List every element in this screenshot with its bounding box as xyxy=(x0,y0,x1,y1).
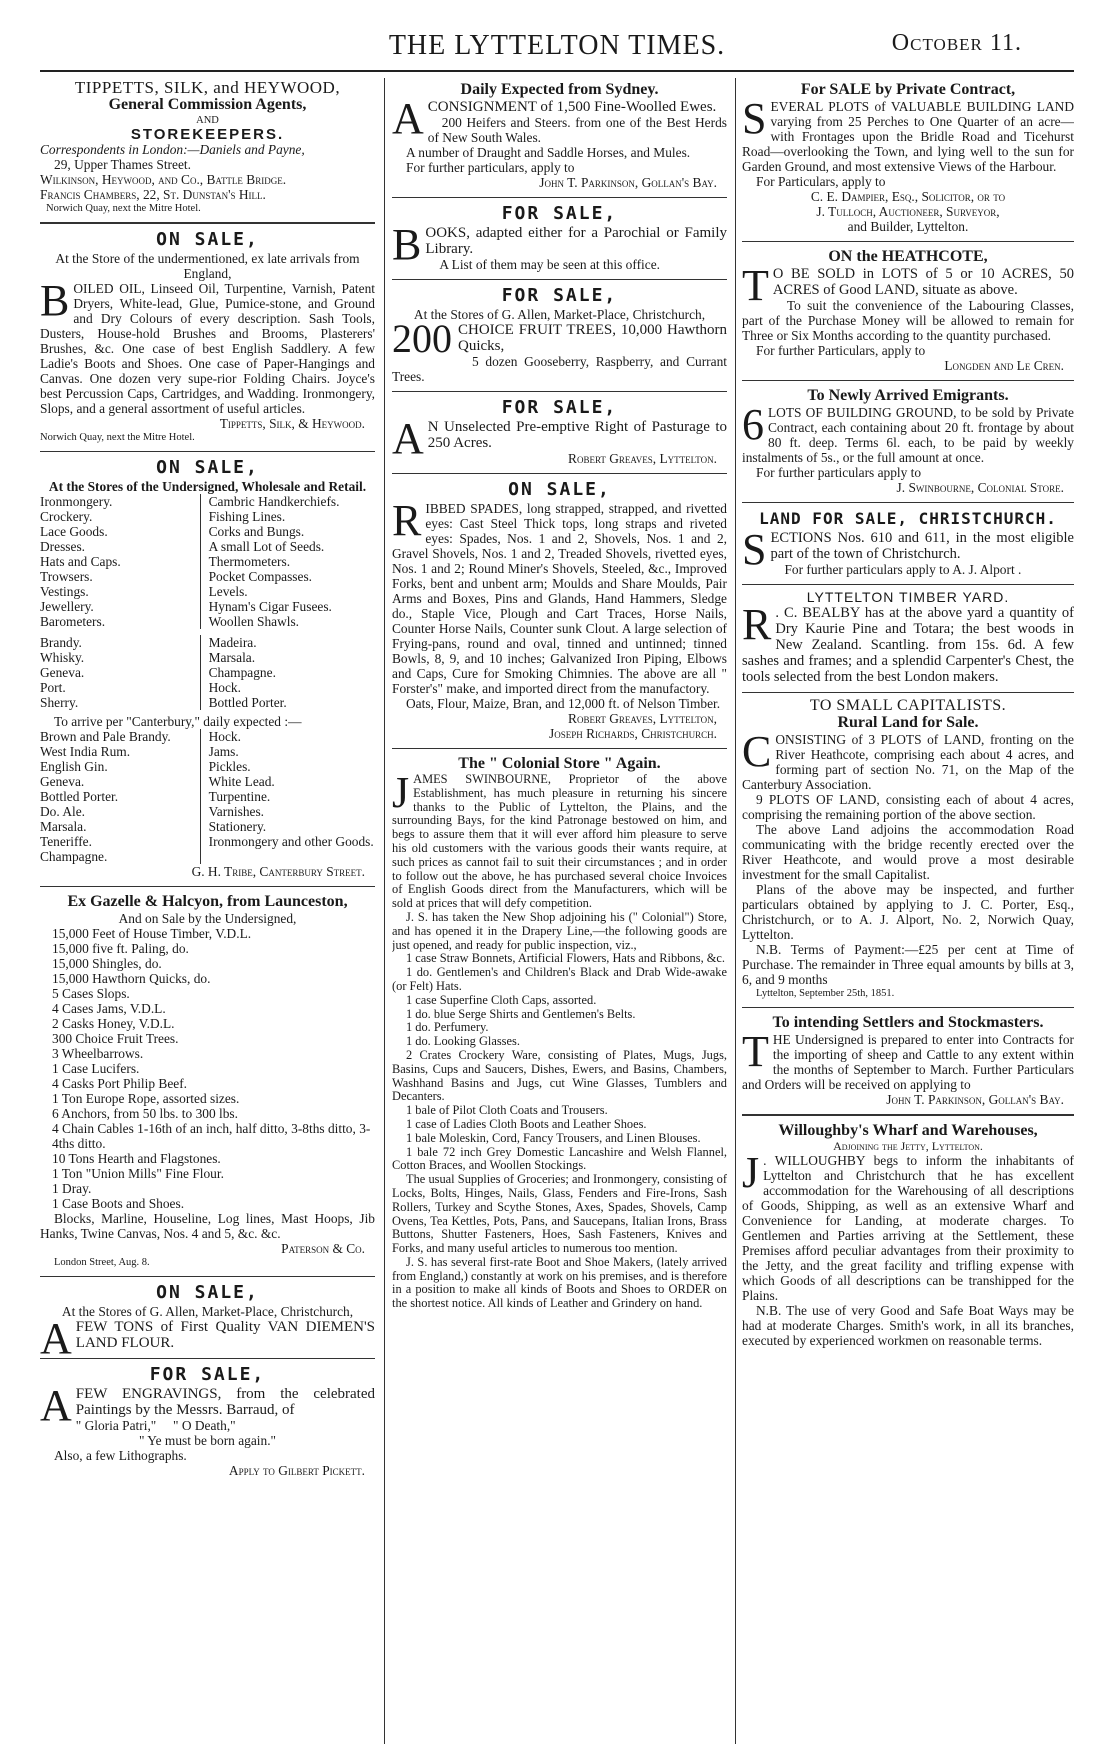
ad-text: C. E. Dampier, Esq., Solicitor, or to xyxy=(810,189,1006,204)
advert-spades xyxy=(392,477,727,746)
ad-signature: Robert Greaves, Lyttelton. xyxy=(568,451,717,466)
ad-intro: At the Stores of G. Allen, Market-Place, Christchurch, xyxy=(61,1304,354,1319)
drop-cap: A xyxy=(40,1314,72,1363)
drop-cap: 6 xyxy=(742,400,764,449)
liquor-item: Brandy. xyxy=(40,635,82,650)
drop-cap: S xyxy=(742,525,767,574)
cargo-item: 2 Casks Honey, V.D.L. xyxy=(52,1016,175,1031)
drapery-item: 1 bale 72 inch Grey Domestic Lancashire and Welsh Flannel, Cotton Braces, and Woollen Stockings. xyxy=(392,1144,727,1173)
drop-cap: R xyxy=(742,600,772,649)
advert-tribe-stores xyxy=(40,455,375,884)
ad-text: Also, a few Lithographs. xyxy=(54,1448,187,1463)
goods-col-right xyxy=(201,494,375,629)
ad-body: IBBED SPADES, long strapped, strapped, and rivetted eyes: Cast Steel Thick tops, long straps and riveted eyes: Spades, Nos. 1 and 2, Shovels, Nos. 1 and 2, Gravel Shovels, Nos. 1 and 2, Treaded Shovels, rivetted eyes, Nos. 1 and 2; Round Miner's Shovels, Steeled, &c., Improved Forks, bent and unbent arm; Moulds and Share Moulds, Pair Arms and Boxes, Pins and Glands, Hand Hammers, Sledge do., Staple Vice, Plough and Cart Traces, Horse Nails, Counter Horse Nails, Counter sunk Clout. A large selection of Frying-pans, round and oval, tinned and untinned; tinned Bowls, 8, 9, and 10 inches; Galvanized Iron Piping, Elbows and Caps, Cure for Smoking Chimnies. The above are all " Forster's" make, and imported direct from the manufactory. xyxy=(392,501,727,696)
ad-signature: Tippetts, Silk, & Heywood. xyxy=(219,416,365,431)
divider xyxy=(40,1358,375,1359)
advert-gazelle xyxy=(40,890,375,1274)
drapery-item: 1 case of Ladies Cloth Boots and Leather Shoes. xyxy=(406,1116,647,1131)
cargo-item: 15,000 five ft. Paling, do. xyxy=(52,941,189,956)
goods-item: Cambric Handkerchiefs. xyxy=(208,494,340,509)
masthead-rule xyxy=(40,70,1074,72)
cargo-item: 4 Chain Cables 1-16th of an inch, half ditto, 3-8ths ditto, 3-4ths ditto. xyxy=(52,1121,371,1151)
ad-title: To intending Settlers and Stockmasters. xyxy=(772,1014,1044,1031)
drapery-item: 1 bale Moleskin, Cord, Fancy Trousers, and Linen Blouses. xyxy=(406,1130,701,1145)
drapery-item: 2 Crates Crockery Ware, consisting of Plates, Mugs, Jugs, Basins, Cups and Saucers, Dishes, Ewers, and Basins, Chambers, Washhand Basins and Jugs, cut Wine Glasses, Tumblers and Decanters. xyxy=(392,1047,727,1104)
ad-heading: FOR SALE, xyxy=(149,1364,266,1385)
arriving-item: Marsala. xyxy=(40,819,87,834)
liquor-table xyxy=(40,635,375,710)
cargo-item: 10 Tons Hearth and Flagstones. xyxy=(52,1151,221,1166)
ad-arrival-note: To arrive per "Canterbury," daily expected :— xyxy=(54,714,302,729)
divider xyxy=(392,279,727,280)
liquor-col-right xyxy=(201,635,375,710)
arriving-table xyxy=(40,729,375,864)
ad-title: The " Colonial Store " Again. xyxy=(458,755,661,772)
arriving-item: Champagne. xyxy=(40,849,108,864)
cargo-item: 15,000 Feet of House Timber, V.D.L. xyxy=(52,926,252,941)
drop-cap: S xyxy=(742,94,767,143)
liquor-item: Marsala. xyxy=(208,650,256,665)
ad-text: N.B. Terms of Payment:—£25 per cent at Time of Purchase. The remainder in Three equal amounts by bills at 3, 6, and 9 months xyxy=(742,942,1074,987)
ad-subtitle: Rural Land for Sale. xyxy=(837,714,979,731)
ad-subtitle: STOREKEEPERS. xyxy=(130,126,285,143)
cargo-item: 1 Case Lucifers. xyxy=(52,1061,140,1076)
goods-item: Thermometers. xyxy=(208,554,291,569)
arriving-item: Pickles. xyxy=(208,759,251,774)
ad-text: and Builder, Lyttelton. xyxy=(847,219,969,234)
ad-conjunction: AND xyxy=(196,115,219,126)
arriving-item: Brown and Pale Brandy. xyxy=(40,729,171,744)
ad-subtitle: General Commission Agents, xyxy=(108,96,307,113)
cargo-item: 1 Ton "Union Mills" Fine Flour. xyxy=(52,1166,224,1181)
drapery-item: 1 do. Gentlemen's and Children's Black and Drab Wide-awake (or Felt) Hats. xyxy=(392,965,727,993)
divider xyxy=(742,1007,1074,1008)
columns xyxy=(40,78,1074,1744)
ad-text: J. Tulloch, Auctioneer, Surveyor, xyxy=(816,204,1000,219)
ad-heading: FOR SALE, xyxy=(501,285,618,306)
advert-books xyxy=(392,201,727,277)
drop-cap: J xyxy=(742,1148,760,1197)
ad-text: J. S. has taken the New Shop adjoining his (" Colonial") Store, and has opened it in the Drapery Line,—the following goods are just opened, and ready for public inspection, viz., xyxy=(392,909,727,952)
drop-cap: A xyxy=(392,414,424,463)
advert-preemptive xyxy=(392,395,727,471)
ad-body: HE Undersigned is prepared to enter into Contracts for the importing of sheep and Cattle to any extent within the months of September to March. Further Particulars and Orders will be received on applying to xyxy=(742,1032,1074,1092)
ad-body: AMES SWINBOURNE, Proprietor of the above Establishment, has much pleasure in returning his sincere thanks to the Public of Lyttelton, the Plains, and the surrounding Bays, for the kind Patronage bestowed on him, and begs to assure them that it will ever afford him pleasure to serve his old customers with the various goods their wants require, at such prices as cannot fail to suit their circumstances ; and in order to follow out the above, he has purchased several choice Invoices of English Goods direct from the Manufacturers, which will be sold at prices that will defy competition. xyxy=(392,772,727,911)
painting-title: " Ye must be born again." xyxy=(138,1433,277,1448)
column-divider xyxy=(384,78,385,1744)
ad-text: Oats, Flour, Maize, Bran, and 12,000 ft. of Nelson Timber. xyxy=(406,696,721,711)
liquor-item: Whisky. xyxy=(40,650,85,665)
advert-fruit-trees xyxy=(392,283,727,389)
cargo-item: 4 Cases Jams, V.D.L. xyxy=(52,1001,166,1016)
ad-text: For further Particulars, apply to xyxy=(756,343,926,358)
divider xyxy=(742,584,1074,585)
column-1 xyxy=(40,78,375,1744)
goods-item: Trowsers. xyxy=(40,569,93,584)
ad-intro: At the Store of the undermentioned, ex late arrivals from England, xyxy=(55,251,360,281)
liquor-item: Bottled Porter. xyxy=(208,695,287,710)
ad-text: Wilkinson, Heywood, and Co., Battle Bridge. xyxy=(40,172,287,187)
ad-title: Ex Gazelle & Halcyon, from Launceston, xyxy=(67,893,348,910)
cargo-item: 6 Anchors, from 50 lbs. to 300 lbs. xyxy=(52,1106,238,1121)
divider xyxy=(742,380,1074,381)
ad-text: For Particulars, apply to xyxy=(756,174,886,189)
goods-item: Corks and Bungs. xyxy=(208,524,305,539)
drapery-list xyxy=(392,952,727,1173)
arriving-col-left xyxy=(40,729,201,864)
ad-heading: ON SALE, xyxy=(156,1282,259,1303)
ad-heading: ON SALE, xyxy=(156,457,259,478)
arriving-item: Do. Ale. xyxy=(40,804,86,819)
drapery-item: 1 case Straw Bonnets, Artificial Flowers, Hats and Ribbons, &c. xyxy=(406,951,726,966)
goods-item: Crockery. xyxy=(40,509,93,524)
ad-text: Francis Chambers, 22, St. Dunstan's Hill. xyxy=(40,187,266,202)
issue-date: October 11. xyxy=(891,30,1022,56)
divider xyxy=(40,1276,375,1277)
painting-title: " Gloria Patri," xyxy=(75,1418,157,1433)
ad-body: FEW ENGRAVINGS, from the celebrated Paintings by the Messrs. Barraud, of xyxy=(75,1386,375,1418)
ad-date: Lyttelton, September 25th, 1851. xyxy=(756,988,895,999)
ad-body: CONSIGNMENT of 1,500 Fine-Woolled Ewes. xyxy=(427,99,717,115)
advert-settlers xyxy=(742,1011,1074,1112)
arriving-item: Jams. xyxy=(208,744,239,759)
goods-item: Ironmongery. xyxy=(40,494,113,509)
ad-body: LOTS OF BUILDING GROUND, to be sold by Private Contract, each containing about 20 ft. frontage by about 80 ft. deep. Terms 6l. each, to be paid by weekly instalments of 5s., or the full amount at once. xyxy=(742,405,1074,465)
divider xyxy=(742,241,1074,242)
ad-address: London Street, Aug. 8. xyxy=(54,1257,150,1268)
ad-signature: J. Swinbourne, Colonial Store. xyxy=(896,480,1064,495)
divider xyxy=(392,197,727,198)
drop-cap: J xyxy=(392,768,410,817)
liquor-item: Geneva. xyxy=(40,665,85,680)
drapery-item: 1 do. Perfumery. xyxy=(406,1020,489,1035)
arriving-item: White Lead. xyxy=(208,774,275,789)
arriving-item: Ironmongery and other Goods. xyxy=(208,834,374,849)
advert-willoughby-wharf xyxy=(742,1119,1074,1353)
ad-signature: Robert Greaves, Lyttelton, xyxy=(568,711,717,726)
arriving-item: Varnishes. xyxy=(208,804,265,819)
drop-cap: C xyxy=(742,727,772,776)
ad-text: 5 dozen Gooseberry, Raspberry, and Currant Trees. xyxy=(392,354,727,384)
ad-text: The above Land adjoins the accommodation Road communicating with the bridge recently erected over the River Heathcote, and would prove a most desirable investment for the small Capitalist. xyxy=(742,822,1074,882)
ad-signature: Joseph Richards, Christchurch. xyxy=(549,726,717,741)
ad-body: Blocks, Marline, Houseline, Log lines, Mast Hoops, Jib Hanks, Twine Canvas, Nos. 4 and 5, &c. &c. xyxy=(40,1211,375,1241)
goods-item: Hats and Caps. xyxy=(40,554,121,569)
ad-title: Daily Expected from Sydney. xyxy=(460,81,659,98)
ad-text: J. S. has several first-rate Boot and Shoe Makers, (lately arrived from England,) constantly at work on his premises, and is therefore in a position to make all kinds of Boots and Shoes to ORDER on the shortest notice. All kinds of Leather and Grindery on hand. xyxy=(392,1254,727,1311)
advert-colonial-store xyxy=(392,752,727,1316)
arriving-item: Stationery. xyxy=(208,819,267,834)
drapery-item: 1 do. blue Serge Shirts and Gentlemen's Belts. xyxy=(406,1006,636,1021)
ad-title: ON the HEATHCOTE, xyxy=(828,248,988,265)
ad-address: Norwich Quay, next the Mitre Hotel. xyxy=(46,203,201,214)
advert-on-sale-oils xyxy=(40,227,375,449)
ad-subtitle: Adjoining the Jetty, Lyttelton. xyxy=(833,1139,983,1153)
divider xyxy=(392,473,727,474)
advert-timber-yard xyxy=(742,588,1074,690)
ad-text: N.B. The use of very Good and Safe Boat Ways may be had at moderate Charges. Smith's work, in all its branches, executed by experienced workmen on reasonable terms. xyxy=(742,1303,1074,1348)
ad-text: Plans of the above may be inspected, and further particulars obtained by applying to J. C. Porter, Esq., Christchurch, or to A. J. Alport, No. 2, Norwich Quay, Lyttelton. xyxy=(742,882,1074,942)
goods-table xyxy=(40,494,375,629)
ad-intro: At the Stores of the Undersigned, Wholesale and Retail. xyxy=(48,479,367,494)
advert-allen-flour xyxy=(40,1280,375,1363)
ad-text: For further particulars, apply to xyxy=(406,160,575,175)
ad-title: To Newly Arrived Emigrants. xyxy=(807,387,1009,404)
masthead xyxy=(40,0,1074,66)
goods-item: Jewellery. xyxy=(40,599,94,614)
cargo-item: 4 Casks Port Philip Beef. xyxy=(52,1076,188,1091)
drop-cap: T xyxy=(742,261,769,310)
ad-body: O BE SOLD in LOTS of 5 or 10 ACRES, 50 ACRES of Good LAND, situate as above. xyxy=(772,266,1074,298)
ad-body: OILED OIL, Linseed Oil, Turpentine, Varnish, Patent Dryers, White-lead, Glue, Pumice-stone, and Ground and Dry Colours of every description. Sash Tools, Dusters, House-hold Brushes and Brooms, Plasterers' Brushes, &c. One case of best English Saddlery. A few Ladie's Boots and Shoes. One case of Paper-Hangings and Canvas. One dozen very supe-rior Folding Chairs. Joyce's best Percussion Caps, Cartridges, and Wadding. Ironmongery, Slops, and a general assortment of useful articles. xyxy=(40,281,375,416)
divider xyxy=(742,1114,1074,1116)
divider xyxy=(392,748,727,749)
goods-item: Lace Goods. xyxy=(40,524,108,539)
ad-title: TIPPETTS, SILK, and HEYWOOD, xyxy=(74,78,341,97)
arriving-item: Turpentine. xyxy=(208,789,271,804)
ad-signature: Apply to Gilbert Pickett. xyxy=(228,1463,365,1478)
ad-heading: FOR SALE, xyxy=(501,203,618,224)
ad-address: Norwich Quay, next the Mitre Hotel. xyxy=(40,432,195,443)
drapery-item: 1 bale of Pilot Cloth Coats and Trousers. xyxy=(406,1103,608,1118)
advert-tippetts xyxy=(40,78,375,220)
liquor-item: Champagne. xyxy=(208,665,276,680)
drop-cap: B xyxy=(392,220,422,269)
advert-small-capitalists xyxy=(742,696,1074,1005)
goods-item: Barometers. xyxy=(40,614,106,629)
drop-cap: B xyxy=(40,276,70,325)
advert-sydney xyxy=(392,78,727,195)
cargo-item: 5 Cases Slops. xyxy=(52,986,130,1001)
painting-title: " O Death," xyxy=(173,1418,236,1433)
goods-item: Woollen Shawls. xyxy=(208,614,300,629)
goods-item: Fishing Lines. xyxy=(208,509,286,524)
liquor-item: Madeira. xyxy=(208,635,257,650)
ad-title: Willoughby's Wharf and Warehouses, xyxy=(778,1122,1038,1139)
drop-cap: A xyxy=(392,94,424,143)
ad-text: To suit the convenience of the Labouring Classes, part of the Purchase Money will be allowed to remain for Three or Six Months according to the quantity purchased. xyxy=(742,298,1074,343)
ad-text: For further particulars apply to xyxy=(756,465,922,480)
ad-intro: At the Stores of G. Allen, Market-Place, Christchurch, xyxy=(413,307,706,322)
arriving-item: West India Rum. xyxy=(40,744,131,759)
advert-heathcote xyxy=(742,245,1074,378)
goods-item: Dresses. xyxy=(40,539,85,554)
cargo-item: 1 Case Boots and Shoes. xyxy=(52,1196,185,1211)
divider xyxy=(40,222,375,224)
ad-title: For SALE by Private Contract, xyxy=(800,81,1016,98)
ad-body: CHOICE FRUIT TREES, 10,000 Hawthorn Quicks, xyxy=(458,322,727,354)
ad-body: ECTIONS Nos. 610 and 611, in the most eligible part of the town of Christchurch. xyxy=(770,530,1074,562)
advert-emigrants xyxy=(742,384,1074,500)
liquor-item: Sherry. xyxy=(40,695,79,710)
ad-body: FEW TONS of First Quality VAN DIEMEN'S LAND FLOUR. xyxy=(75,1319,375,1351)
column-divider xyxy=(735,78,736,1744)
ad-signature: Paterson & Co. xyxy=(281,1241,365,1256)
ad-heading: LYTTELTON TIMBER YARD. xyxy=(806,589,1010,605)
ad-text: 9 PLOTS OF LAND, consisting each of about 4 acres, comprising the remaining portion of the above section. xyxy=(742,792,1074,822)
drapery-item: 1 do. Looking Glasses. xyxy=(406,1034,520,1049)
arriving-item: Hock. xyxy=(208,729,241,744)
divider xyxy=(40,886,375,887)
drop-cap: A xyxy=(40,1381,72,1430)
divider xyxy=(742,502,1074,503)
cargo-item: 1 Dray. xyxy=(52,1181,92,1196)
ad-text: Correspondents in London:—Daniels and Payne, xyxy=(40,142,305,157)
drop-cap: R xyxy=(392,496,422,545)
goods-item: Vestings. xyxy=(40,584,89,599)
ad-text: 29, Upper Thames Street. xyxy=(54,157,191,172)
liquor-col-left xyxy=(40,635,201,710)
cargo-item: 3 Wheelbarrows. xyxy=(52,1046,144,1061)
arriving-item: Teneriffe. xyxy=(40,834,92,849)
ad-heading: LAND FOR SALE, CHRISTCHURCH. xyxy=(759,509,1057,528)
goods-item: Levels. xyxy=(208,584,248,599)
cargo-item: 300 Choice Fruit Trees. xyxy=(52,1031,179,1046)
ad-body: EVERAL PLOTS of VALUABLE BUILDING LAND varying from 25 Perches to One Quarter of an acre—with Frontages upon the Bridle Road and Ticehurst Road—overlooking the Town, and lying well to the sun for Garden Ground, and most extensive Views of the Harbour. xyxy=(742,99,1074,174)
divider xyxy=(392,391,727,392)
ad-signature: John T. Parkinson, Gollan's Bay. xyxy=(539,175,717,190)
column-3 xyxy=(742,78,1074,1744)
liquor-item: Port. xyxy=(40,680,66,695)
ad-body: OOKS, adapted either for a Parochial or Family Library. xyxy=(425,225,727,257)
divider xyxy=(742,692,1074,693)
ad-text: For further particulars apply to A. J. Alport . xyxy=(784,562,1022,577)
ad-body: . WILLOUGHBY begs to inform the inhabitants of Lyttelton and Christchurch that he has excellent accommodation for the Warehousing of all descriptions of Goods, Shipping, as well as an extensive Wharf and Convenience for Landing, at moderate charges. To Gentlemen and Parties arriving at the Settlement, these Premises afford peculiar advantages from their proximity to the Jetty, and the great facility and trifling expense with which Goods of all descriptions can be transhipped for the Plains. xyxy=(742,1153,1074,1303)
goods-item: Hynam's Cigar Fusees. xyxy=(208,599,332,614)
divider xyxy=(40,451,375,452)
ad-heading: FOR SALE, xyxy=(501,397,618,418)
advert-engravings xyxy=(40,1362,375,1483)
cargo-item: 1 Ton Europe Rope, assorted sizes. xyxy=(52,1091,240,1106)
ad-signature: John T. Parkinson, Gollan's Bay. xyxy=(886,1092,1064,1107)
advert-private-contract xyxy=(742,78,1074,239)
ad-body: . C. BEALBY has at the above yard a quantity of Dry Kaurie Pine and Totara; the best woods in New Zealand. Scantling. from 15s. 6d. A few sashes and frames; and a splendid Carpenter's Chest, the tools selected from the best London makers. xyxy=(742,605,1074,685)
ad-title: TO SMALL CAPITALISTS. xyxy=(809,697,1007,714)
ad-signature: G. H. Tribe, Canterbury Street. xyxy=(191,864,365,879)
arriving-item: Bottled Porter. xyxy=(40,789,119,804)
ad-signature: Longden and Le Cren. xyxy=(944,358,1064,373)
cargo-item: 15,000 Hawthorn Quicks, do. xyxy=(52,971,211,986)
ad-subtitle: And on Sale by the Undersigned, xyxy=(118,911,297,926)
ad-text: The usual Supplies of Groceries; and Ironmongery, consisting of Locks, Bolts, Hinges, Nails, Glass, Fenders and Fire-Irons, Sash Rollers, Turkey and Scythe Stones, Axes, Spades, Shovels, Camp Ovens, Tea Kettles, Pots, Pans, and Saucepans, Italian Irons, Brass Buttons, Shutter Fasteners, Hoes, Sash Fasteners, Knives and Forks, and many useful articles to numerous too mention. xyxy=(392,1172,727,1256)
ad-body: N Unselected Pre-emptive Right of Pasturage to 250 Acres. xyxy=(427,419,727,451)
cargo-item: 15,000 Shingles, do. xyxy=(52,956,162,971)
drop-cap: T xyxy=(742,1027,769,1076)
ad-text: A number of Draught and Saddle Horses, and Mules. xyxy=(406,145,691,160)
goods-item: Pocket Compasses. xyxy=(208,569,313,584)
arriving-item: English Gin. xyxy=(40,759,108,774)
newspaper-title: THE LYTTELTON TIMES. xyxy=(388,30,726,61)
cargo-list xyxy=(40,926,375,1211)
arriving-item: Geneva. xyxy=(40,774,85,789)
ad-text: 200 Heifers and Steers. from one of the Best Herds of New South Wales. xyxy=(427,115,727,145)
ad-text: A List of them may be seen at this office. xyxy=(439,257,661,272)
drapery-item: 1 case Superfine Cloth Caps, assorted. xyxy=(406,992,597,1007)
goods-col-left xyxy=(40,494,201,629)
large-numeral: 200 xyxy=(392,316,452,361)
advert-land-christchurch xyxy=(742,506,1074,582)
arriving-col-right xyxy=(201,729,375,864)
ad-heading: ON SALE, xyxy=(508,479,611,500)
goods-item: A small Lot of Seeds. xyxy=(208,539,325,554)
liquor-item: Hock. xyxy=(208,680,241,695)
column-2 xyxy=(392,78,727,1744)
ad-heading: ON SALE, xyxy=(156,229,259,250)
ad-body: ONSISTING of 3 PLOTS of LAND, fronting on the River Heathcote, comprising each about 4 acres, and forming part of section No. 71, on the Map of the Canterbury Association. xyxy=(742,732,1074,792)
